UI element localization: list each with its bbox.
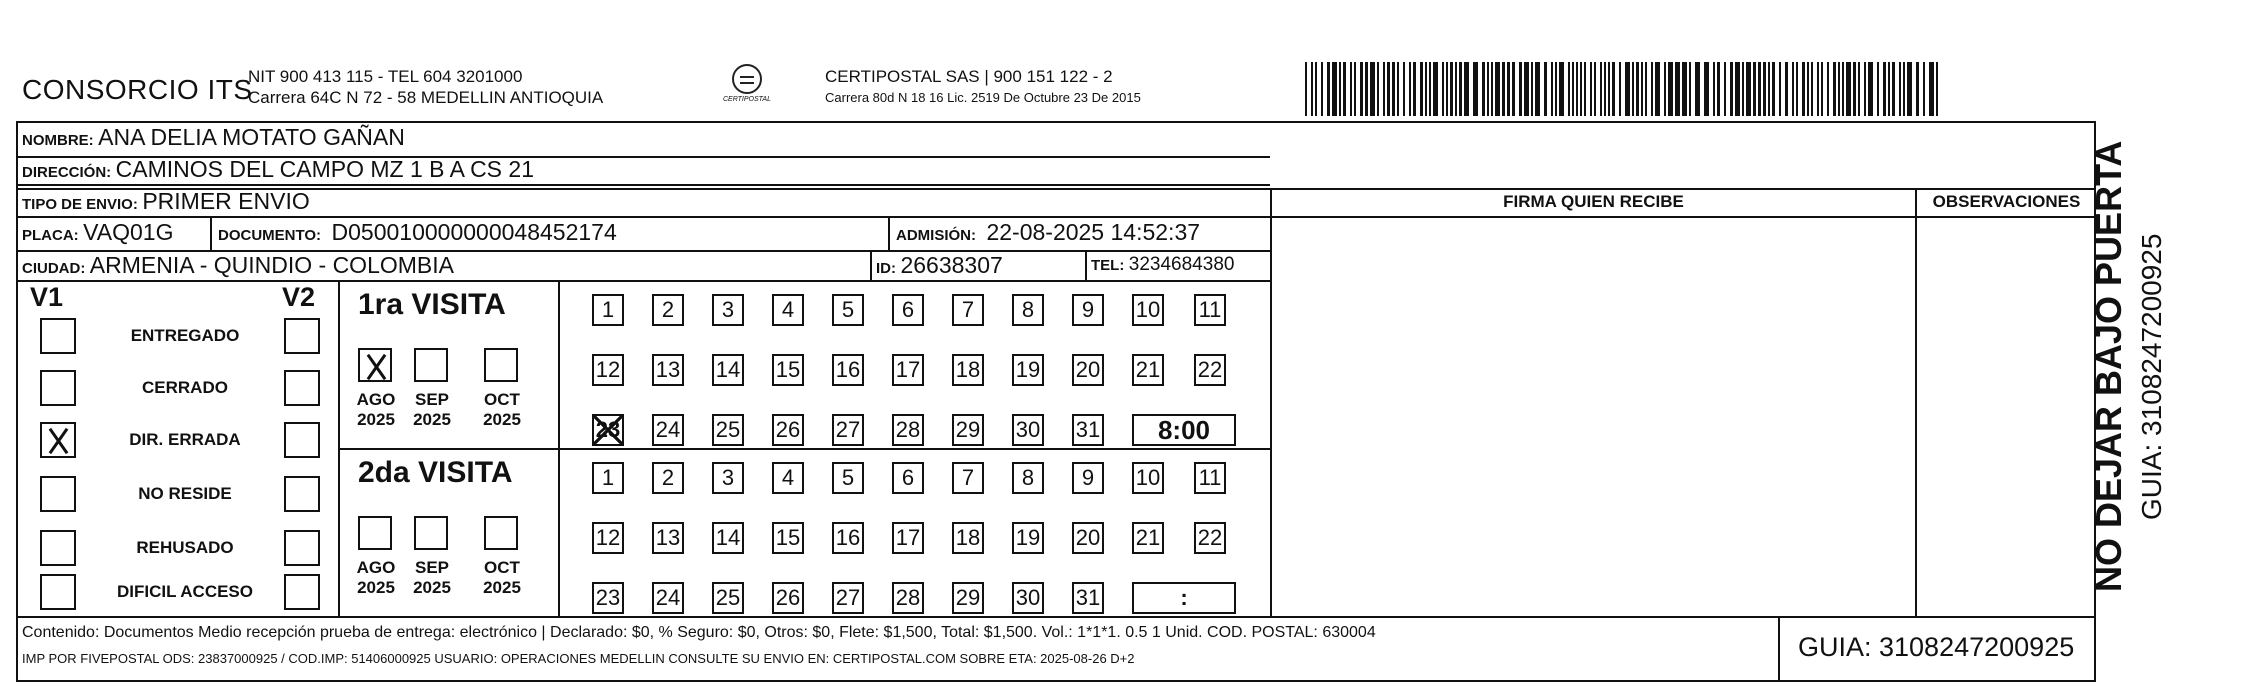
plate-label: PLACA:: [22, 227, 79, 244]
admission-field: [896, 219, 1200, 246]
v2-checkbox[interactable]: [284, 476, 320, 512]
city-field: [22, 252, 454, 279]
v1-checkbox[interactable]: [40, 318, 76, 354]
day-box[interactable]: 2: [652, 462, 684, 494]
license-line: Carrera 80d N 18 16 Lic. 2519 De Octubre 23 De 2015: [825, 90, 1141, 105]
day-box[interactable]: 17: [892, 354, 924, 386]
day-box[interactable]: 3: [712, 462, 744, 494]
nit-line: NIT 900 413 115 - TEL 604 3201000: [248, 67, 523, 86]
month-year: 2025: [413, 578, 451, 597]
recipient-name: ANA DELIA MOTATO GAÑAN: [98, 124, 405, 150]
plate-field: [22, 219, 173, 246]
id-label: ID:: [876, 260, 896, 277]
name-label: NOMBRE:: [22, 132, 94, 149]
carrier-info: [825, 66, 1141, 108]
day-box[interactable]: 2: [652, 294, 684, 326]
v1-checkbox[interactable]: [40, 530, 76, 566]
month-name: OCT: [484, 558, 520, 577]
company-name: CONSORCIO ITS: [22, 74, 253, 105]
address-line: Carrera 64C N 72 - 58 MEDELLIN ANTIOQUIA: [248, 88, 604, 107]
day-box[interactable]: 14: [712, 522, 744, 554]
barcode: [1305, 62, 1941, 116]
admission-label: ADMISIÓN:: [896, 227, 976, 244]
day-box[interactable]: 21: [1132, 522, 1164, 554]
month-name: OCT: [484, 390, 520, 409]
reason-label: DIR. ERRADA: [129, 430, 241, 449]
reason-label: REHUSADO: [136, 538, 234, 557]
name-row: [22, 124, 405, 151]
day-box[interactable]: 31: [1072, 414, 1104, 446]
document-field: [218, 219, 617, 246]
month-checkbox[interactable]: [414, 348, 448, 382]
tel-value: 3234684380: [1128, 254, 1235, 275]
carrier-line: CERTIPOSTAL SAS | 900 151 122 - 2: [825, 67, 1113, 86]
month-name: SEP: [414, 558, 450, 577]
document-value: D050010000000048452174: [331, 219, 617, 245]
month-label: [348, 390, 404, 430]
day-box[interactable]: 24: [652, 582, 684, 614]
month-label: [474, 390, 530, 430]
side-guia-number: GUIA: 3108247200925: [2136, 233, 2167, 520]
day-box[interactable]: 7: [952, 294, 984, 326]
reason-label: ENTREGADO: [130, 326, 240, 345]
day-box[interactable]: 4: [772, 294, 804, 326]
day-box[interactable]: 6: [892, 462, 924, 494]
day-box[interactable]: 26: [772, 582, 804, 614]
month-label: [474, 558, 530, 598]
signature-area[interactable]: [1272, 218, 1915, 616]
day-box[interactable]: 11: [1194, 462, 1226, 494]
day-box[interactable]: 20: [1072, 522, 1104, 554]
reason-label: CERRADO: [142, 378, 228, 397]
rule: [16, 188, 2096, 190]
month-name: AGO: [356, 558, 396, 577]
day-box[interactable]: 12: [592, 522, 624, 554]
day-box[interactable]: 13: [652, 522, 684, 554]
address-label: DIRECCIÓN:: [22, 164, 112, 181]
month-year: 2025: [483, 578, 521, 597]
day-box[interactable]: 17: [892, 522, 924, 554]
visit-title: 1ra VISITA: [358, 288, 506, 321]
day-box[interactable]: 27: [832, 582, 864, 614]
day-box[interactable]: 26: [772, 414, 804, 446]
plate-value: VAQ01G: [83, 219, 174, 245]
day-box[interactable]: 8: [1012, 462, 1044, 494]
v1-checkbox[interactable]: [40, 370, 76, 406]
day-box[interactable]: 28: [892, 414, 924, 446]
day-box[interactable]: 4: [772, 462, 804, 494]
city-label: CIUDAD:: [22, 260, 86, 277]
day-box[interactable]: 19: [1012, 354, 1044, 386]
day-box[interactable]: 16: [832, 354, 864, 386]
month-checkbox[interactable]: [484, 516, 518, 550]
month-year: 2025: [357, 578, 395, 597]
rule: [16, 616, 2096, 618]
observations-header: OBSERVACIONES: [1932, 192, 2081, 211]
certipostal-logo: [712, 64, 782, 112]
day-box[interactable]: 15: [772, 522, 804, 554]
day-box[interactable]: 25: [712, 582, 744, 614]
id-field: [876, 252, 1003, 279]
rule: [888, 216, 890, 252]
day-box[interactable]: 7: [952, 462, 984, 494]
month-checkbox[interactable]: [484, 348, 518, 382]
day-box[interactable]: 31: [1072, 582, 1104, 614]
v1-checkbox[interactable]: [40, 574, 76, 610]
print-info-line: IMP POR FIVEPOSTAL ODS: 23837000925 / COD.IMP: 51406000925 USUARIO: OPERACIONES MEDELLIN CONSULTE SU ENVIO EN: CERTIPOSTAL.COM SOBRE ETA: 2025-08-26 D+2: [22, 651, 1135, 666]
day-box[interactable]: 13: [652, 354, 684, 386]
month-label: [404, 390, 460, 430]
v2-checkbox[interactable]: [284, 530, 320, 566]
id-value: 26638307: [900, 252, 1003, 278]
v2-checkbox[interactable]: [284, 422, 320, 458]
day-box[interactable]: 20: [1072, 354, 1104, 386]
month-year: 2025: [413, 410, 451, 429]
time-box[interactable]: 8:00: [1132, 414, 1236, 446]
observations-area[interactable]: [1917, 218, 2096, 616]
day-box[interactable]: 21: [1132, 354, 1164, 386]
month-checkbox[interactable]: [358, 516, 392, 550]
rule: [16, 184, 1270, 186]
rule: [16, 280, 1270, 282]
do-not-leave-notice: NO DEJAR BAJO PUERTA: [2088, 140, 2129, 592]
ship-type-row: [22, 188, 310, 215]
day-box[interactable]: 12: [592, 354, 624, 386]
rule: [338, 280, 340, 616]
day-box[interactable]: 6: [892, 294, 924, 326]
day-box[interactable]: 30: [1012, 414, 1044, 446]
rule: [210, 216, 212, 252]
day-box[interactable]: 28: [892, 582, 924, 614]
day-box[interactable]: 18: [952, 354, 984, 386]
day-box[interactable]: 10: [1132, 462, 1164, 494]
rule: [870, 250, 872, 280]
day-box[interactable]: 1: [592, 294, 624, 326]
day-box[interactable]: 23: [592, 414, 624, 446]
month-year: 2025: [483, 410, 521, 429]
month-label: [404, 558, 460, 598]
city-value: ARMENIA - QUINDIO - COLOMBIA: [89, 252, 454, 278]
v2-checkbox[interactable]: [284, 370, 320, 406]
document-label: DOCUMENTO:: [218, 227, 322, 244]
day-box[interactable]: 16: [832, 522, 864, 554]
admission-value: 22-08-2025 14:52:37: [986, 219, 1201, 245]
month-year: 2025: [357, 410, 395, 429]
day-box[interactable]: 1: [592, 462, 624, 494]
rule: [1085, 250, 1087, 280]
v1-header: V1: [30, 282, 64, 312]
day-box[interactable]: 19: [1012, 522, 1044, 554]
day-box[interactable]: 18: [952, 522, 984, 554]
day-box[interactable]: 3: [712, 294, 744, 326]
tel-label: TEL:: [1091, 257, 1125, 274]
visit-title: 2da VISITA: [358, 456, 513, 489]
day-box[interactable]: 29: [952, 582, 984, 614]
rule: [338, 448, 1270, 450]
reason-label: NO RESIDE: [138, 484, 232, 503]
v2-header: V2: [282, 282, 316, 312]
company-info: [248, 66, 603, 108]
day-box[interactable]: 22: [1194, 354, 1226, 386]
day-box[interactable]: 27: [832, 414, 864, 446]
reason-label: DIFICIL ACCESO: [116, 582, 253, 601]
day-box[interactable]: 24: [652, 414, 684, 446]
v2-checkbox[interactable]: [284, 574, 320, 610]
guia-number: GUIA: 3108247200925: [1798, 632, 2075, 662]
day-box[interactable]: 30: [1012, 582, 1044, 614]
day-box[interactable]: 11: [1194, 294, 1226, 326]
day-box[interactable]: 10: [1132, 294, 1164, 326]
month-name: AGO: [356, 390, 396, 409]
ship-type: PRIMER ENVIO: [142, 188, 310, 214]
month-checkbox[interactable]: [414, 516, 448, 550]
month-name: SEP: [414, 390, 450, 409]
day-box[interactable]: 5: [832, 294, 864, 326]
v2-checkbox[interactable]: [284, 318, 320, 354]
v1-checkbox[interactable]: [40, 476, 76, 512]
signature-header: FIRMA QUIEN RECIBE: [1503, 192, 1684, 211]
contents-line: Contenido: Documentos Medio recepción prueba de entrega: electrónico | Declarado: $0, % Seguro: $0, Otros: $0, Flete: $1,500, Total: $1,500. Vol.: 1*1*1. 0.5 1 Unid. COD. POSTAL: 630004: [22, 624, 1376, 641]
time-box[interactable]: :: [1132, 582, 1236, 614]
month-label: [348, 558, 404, 598]
day-box[interactable]: 9: [1072, 462, 1104, 494]
day-box[interactable]: 5: [832, 462, 864, 494]
day-box[interactable]: 25: [712, 414, 744, 446]
tel-field: [1091, 254, 1234, 276]
day-box[interactable]: 29: [952, 414, 984, 446]
v1-checkbox[interactable]: [40, 422, 76, 458]
day-box[interactable]: 15: [772, 354, 804, 386]
day-box[interactable]: 23: [592, 582, 624, 614]
logo-text: CERTIPOSTAL: [723, 96, 771, 103]
day-box[interactable]: 22: [1194, 522, 1226, 554]
ship-type-label: TIPO DE ENVIO:: [22, 196, 138, 213]
rule: [558, 280, 560, 616]
day-box[interactable]: 14: [712, 354, 744, 386]
rule: [1778, 616, 1780, 682]
month-checkbox[interactable]: [358, 348, 392, 382]
day-box[interactable]: 8: [1012, 294, 1044, 326]
recipient-address: CAMINOS DEL CAMPO MZ 1 B A CS 21: [115, 156, 534, 182]
day-box[interactable]: 9: [1072, 294, 1104, 326]
address-row: [22, 156, 534, 183]
